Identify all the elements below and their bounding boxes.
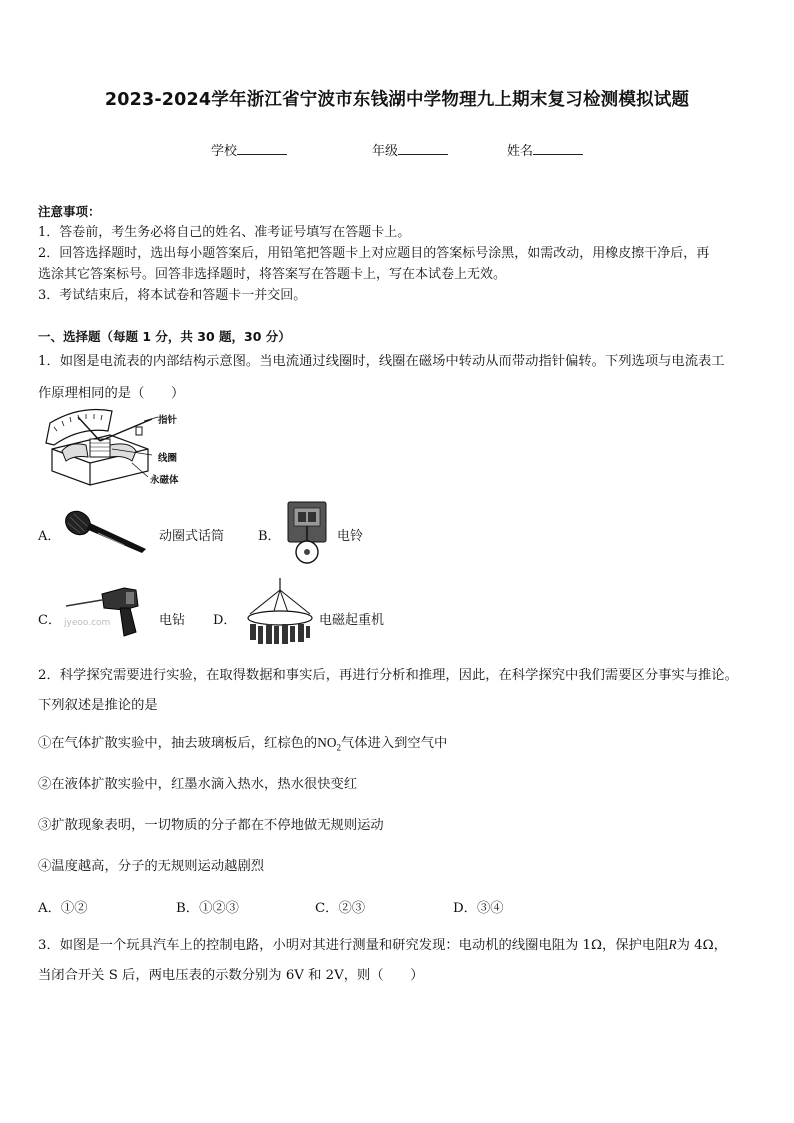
q2-statement-4: ④温度越高，分子的无规则运动越剧烈 [38, 859, 265, 874]
q2-option-a[interactable]: A．①② [38, 901, 88, 916]
q2-statement-3: ③扩散现象表明，一切物质的分子都在不停地做无规则运动 [38, 818, 384, 833]
grade-blank[interactable] [398, 142, 448, 155]
grade-label: 年级 [372, 144, 399, 159]
q2-option-c[interactable]: C．②③ [315, 901, 366, 916]
q2-statement-1: ①在气体扩散实验中，抽去玻璃板后，红棕色的$NO_2$气体进入到空气中 [38, 735, 448, 753]
watermark: jyeoo.com [64, 618, 111, 628]
q2-statement-2: ②在液体扩散实验中，红墨水滴入热水，热水很快变红 [38, 777, 358, 792]
electric-bell-icon [284, 500, 330, 564]
q1-option-a-letter[interactable]: A． [38, 529, 61, 544]
school-field[interactable] [211, 140, 287, 159]
electromagnetic-crane-icon [242, 578, 318, 650]
school-label: 学校 [211, 144, 238, 159]
notice-item-1: 1．答卷前，考生务必将自己的姓名、准考证号填写在答题卡上。 [38, 225, 411, 240]
q1-option-d-label: 电磁起重机 [319, 613, 385, 628]
section-heading: 一、选择题（每题 1 分，共 30 题，30 分） [38, 329, 291, 344]
q1-text-line1: 1．如图是电流表的内部结构示意图。当电流通过线圈时，线圈在磁场中转动从而带动指针偏转。下列选项与电流表工 [38, 354, 725, 369]
notice-heading: 注意事项： [38, 204, 101, 219]
q1-option-c-label: 电钻 [159, 613, 186, 628]
school-blank[interactable] [237, 142, 287, 155]
q1-option-c-letter[interactable]: C． [38, 613, 61, 628]
q1-option-d-letter[interactable]: D． [213, 613, 237, 628]
notice-item-3: 3．考试结束后，将本试卷和答题卡一并交回。 [38, 288, 307, 303]
q1-text-line2: 作原理相同的是（ ） [38, 386, 185, 401]
page-title: 2023-2024学年浙江省宁波市东钱湖中学物理九上期末复习检测模拟试题 [104, 90, 690, 110]
q3-text-line2: 当闭合开关 S 后，两电压表的示数分别为 6V 和 2V，则（ ） [38, 968, 424, 983]
label-coil: 线圈 [158, 453, 178, 464]
electric-drill-icon [62, 580, 152, 640]
q2-option-b[interactable]: B．①②③ [176, 901, 239, 916]
microphone-icon [62, 505, 154, 560]
grade-field[interactable] [372, 140, 448, 159]
q2-text-line2: 下列叙述是推论的是 [38, 698, 158, 713]
q1-option-b-letter[interactable]: B． [258, 529, 281, 544]
notice-item-2: 2．回答选择题时，选出每小题答案后，用铅笔把答题卡上对应题目的答案标号涂黑，如需改动，用橡皮擦干净后，再 [38, 246, 710, 261]
q1-option-b-label: 电铃 [337, 529, 364, 544]
q3-text-line1: 3．如图是一个玩具汽车上的控制电路，小明对其进行测量和研究发现：电动机的线圈电阻为 1Ω，保护电阻R为 4Ω， [38, 937, 727, 953]
label-magnet: 永磁体 [150, 475, 179, 486]
name-label: 姓名 [507, 144, 534, 159]
name-blank[interactable] [533, 142, 583, 155]
q1-option-a-label: 动圈式话筒 [159, 529, 225, 544]
q2-option-d[interactable]: D．③④ [453, 901, 504, 916]
notice-item-2-cont: 选涂其它答案标号。回答非选择题时，将答案写在答题卡上，写在本试卷上无效。 [38, 267, 507, 282]
name-field[interactable] [507, 140, 583, 159]
q2-text-line1: 2．科学探究需要进行实验，在取得数据和事实后，再进行分析和推理，因此，在科学探究中我们需要区分事实与推论。 [38, 668, 738, 683]
label-pointer: 指针 [158, 415, 178, 426]
